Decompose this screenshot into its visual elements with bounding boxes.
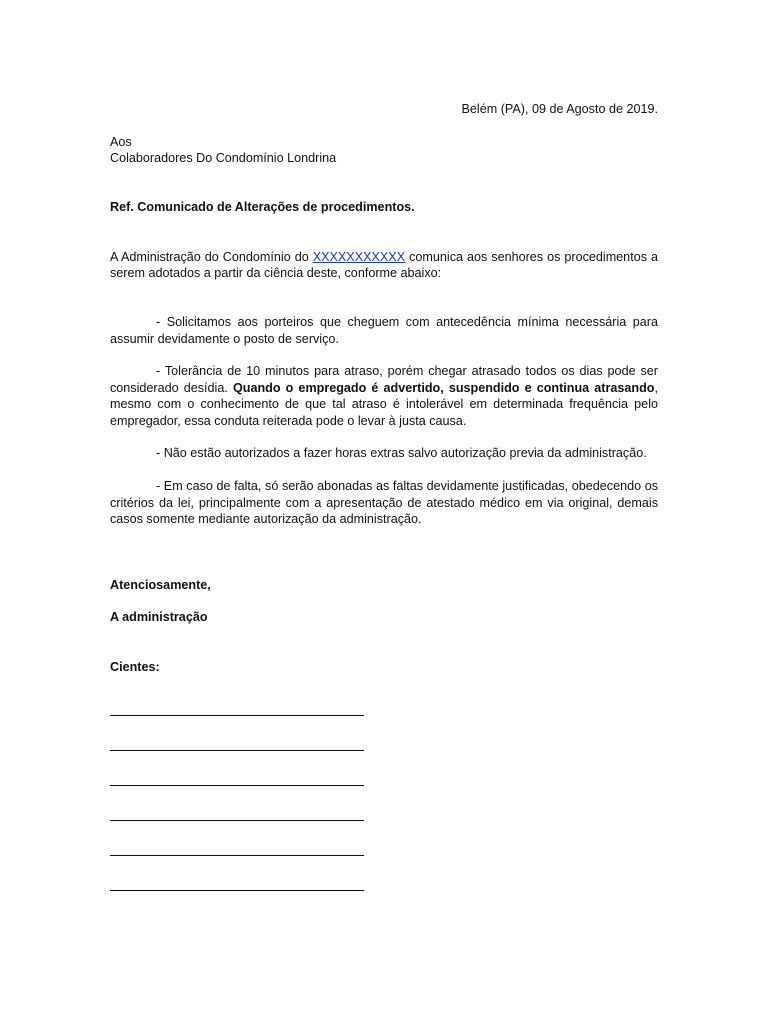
signature-line: [110, 785, 364, 786]
item-2-text-end: , mesmo com o conhecimento de que tal atraso é intolerável em determinada frequência pelo empregador, essa conduta reiterada pode o levar à justa causa.: [110, 380, 658, 428]
item-2-text-start: - Tolerância de 10 minutos para atraso, porém chegar atrasado todos os dias pode ser considerado desídia.: [110, 364, 658, 395]
reference-line: Ref. Comunicado de Alterações de procedimentos.: [110, 200, 415, 215]
procedure-item-4: - Em caso de falta, só serão abonadas as faltas devidamente justificadas, obedecendo os critérios da lei, principalmente com a apresentação de atestado médico em via original, demais casos somente mediante autorização da administração.: [110, 479, 658, 526]
item-2-bold-text: Quando o empregado é advertido, suspendido e continua atrasando: [232, 380, 655, 395]
recipient-line-2: Colaboradores Do Condomínio Londrina: [110, 151, 337, 166]
recipient-line-1: Aos: [110, 134, 132, 149]
signature-line: [110, 890, 364, 891]
acknowledged-label: Cientes:: [110, 659, 160, 674]
intro-text-start: A Administração do Condomínio do: [110, 249, 313, 264]
procedure-item-2: [110, 363, 658, 429]
date-line: Belém (PA), 09 de Agosto de 2019.: [461, 102, 658, 116]
intro-paragraph: [110, 249, 658, 282]
procedure-item-3: - Não estão autorizados a fazer horas extras salvo autorização previa da administração.: [156, 446, 647, 461]
signature-line: [110, 715, 364, 716]
document-body: [110, 101, 658, 675]
procedure-item-1: - Solicitamos aos porteiros que cheguem com antecedência mínima necessária para assumir devidamente o posto de serviço.: [110, 315, 658, 346]
signature-line: [110, 820, 364, 821]
signature-line: [110, 855, 364, 856]
closing-salutation: Atenciosamente,: [110, 577, 211, 592]
condominium-name-link[interactable]: XXXXXXXXXXX: [312, 249, 406, 264]
signature-line: [110, 750, 364, 751]
signature-name: A administração: [110, 610, 208, 625]
intro-text-end: comunica aos senhores os procedimentos a serem adotados a partir da ciência deste, conforme abaixo:: [110, 249, 658, 280]
